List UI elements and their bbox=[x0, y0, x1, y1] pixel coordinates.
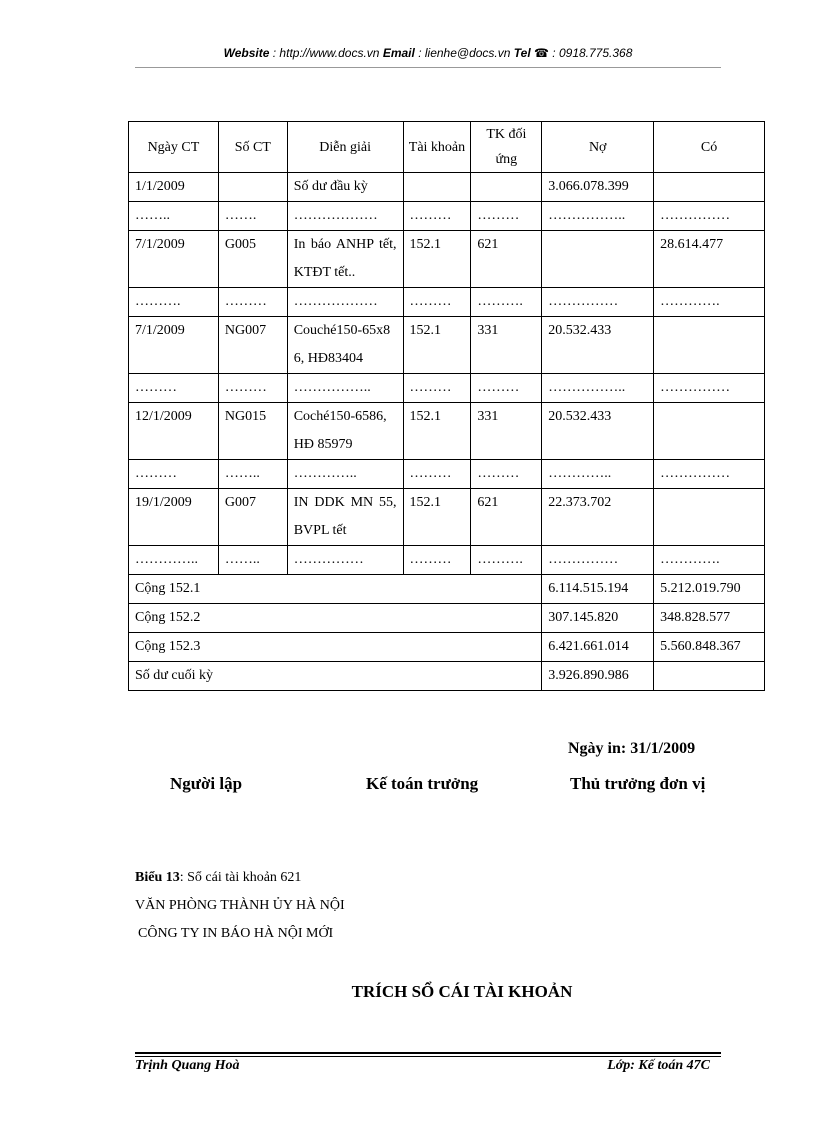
cell-contra: 621 bbox=[471, 489, 542, 546]
tel-value: : 0918.775.368 bbox=[552, 46, 633, 60]
cell-desc: ……………… bbox=[287, 202, 403, 231]
closing-balance-row bbox=[129, 662, 765, 691]
cell-doc: G007 bbox=[218, 489, 287, 546]
col-header-credit: Có bbox=[654, 122, 765, 173]
cell-credit bbox=[654, 173, 765, 202]
table-row bbox=[129, 202, 765, 231]
cell-date: ………….. bbox=[129, 546, 219, 575]
cell-contra: 331 bbox=[471, 403, 542, 460]
cell-doc: ……… bbox=[218, 374, 287, 403]
cell-desc: ………….. bbox=[287, 460, 403, 489]
cell-debit: …………….. bbox=[542, 202, 654, 231]
footer-divider-thick bbox=[135, 1052, 721, 1054]
cell-acct: ……… bbox=[403, 202, 471, 231]
signature-chief-accountant: Kế toán trưởng bbox=[366, 774, 479, 793]
table-row bbox=[129, 489, 765, 546]
cell-doc: NG015 bbox=[218, 403, 287, 460]
figure-caption bbox=[135, 870, 301, 886]
cell-credit: …………… bbox=[654, 460, 765, 489]
table-row bbox=[129, 173, 765, 202]
cell-contra: 621 bbox=[471, 231, 542, 288]
total-label: Số dư cuối kỳ bbox=[129, 662, 542, 691]
col-header-debit: Nợ bbox=[542, 122, 654, 173]
col-header-date: Ngày CT bbox=[129, 122, 219, 173]
page-header bbox=[135, 46, 721, 60]
cell-debit: 22.373.702 bbox=[542, 489, 654, 546]
footer-divider-thin bbox=[135, 1056, 721, 1057]
cell-acct: ……… bbox=[403, 288, 471, 317]
cell-credit: 28.614.477 bbox=[654, 231, 765, 288]
cell-contra: ………. bbox=[471, 546, 542, 575]
cell-acct: ……… bbox=[403, 546, 471, 575]
cell-debit: 20.532.433 bbox=[542, 317, 654, 374]
cell-doc: G005 bbox=[218, 231, 287, 288]
cell-date: 12/1/2009 bbox=[129, 403, 219, 460]
cell-doc bbox=[218, 173, 287, 202]
website-label: Website bbox=[223, 46, 270, 60]
cell-acct: ……… bbox=[403, 374, 471, 403]
col-header-doc: Số CT bbox=[218, 122, 287, 173]
cell-desc: Số dư đầu kỳ bbox=[287, 173, 403, 202]
cell-acct bbox=[403, 173, 471, 202]
table-header-row bbox=[129, 122, 765, 173]
cell-credit: …………… bbox=[654, 374, 765, 403]
total-debit: 6.114.515.194 bbox=[542, 575, 654, 604]
cell-desc: IN DDK MN 55, BVPL tết bbox=[287, 489, 403, 546]
table-row bbox=[129, 460, 765, 489]
cell-doc: ……. bbox=[218, 202, 287, 231]
cell-desc: ……………… bbox=[287, 288, 403, 317]
col-header-acct: Tài khoản bbox=[403, 122, 471, 173]
cell-date: …….. bbox=[129, 202, 219, 231]
cell-date: ……… bbox=[129, 374, 219, 403]
footer-class: Lớp: Kế toán 47C bbox=[607, 1058, 710, 1073]
cell-doc: …….. bbox=[218, 460, 287, 489]
tel-label: Tel ☎ bbox=[513, 46, 549, 60]
total-debit: 307.145.820 bbox=[542, 604, 654, 633]
table-row bbox=[129, 403, 765, 460]
table-row bbox=[129, 374, 765, 403]
total-credit: 348.828.577 bbox=[654, 604, 765, 633]
cell-acct: 152.1 bbox=[403, 403, 471, 460]
cell-contra: 331 bbox=[471, 317, 542, 374]
cell-date: 1/1/2009 bbox=[129, 173, 219, 202]
cell-date: 7/1/2009 bbox=[129, 317, 219, 374]
cell-credit bbox=[654, 317, 765, 374]
footer-author: Trịnh Quang Hoà bbox=[135, 1058, 240, 1073]
cell-debit: …………… bbox=[542, 546, 654, 575]
cell-desc: In báo ANHP tết, KTĐT tết.. bbox=[287, 231, 403, 288]
cell-date: 7/1/2009 bbox=[129, 231, 219, 288]
print-date: Ngày in: 31/1/2009 bbox=[568, 740, 696, 757]
caption-text: : Sổ cái tài khoản 621 bbox=[179, 870, 302, 885]
cell-credit: …………. bbox=[654, 546, 765, 575]
cell-doc: …….. bbox=[218, 546, 287, 575]
cell-credit bbox=[654, 489, 765, 546]
org-line-2: CÔNG TY IN BÁO HÀ NỘI MỚI bbox=[138, 926, 334, 941]
total-row bbox=[129, 604, 765, 633]
cell-contra: ………. bbox=[471, 288, 542, 317]
col-header-contra: TK đối ứng bbox=[471, 122, 542, 173]
email-value: : lienhe@docs.vn bbox=[418, 46, 511, 60]
cell-contra: ……… bbox=[471, 460, 542, 489]
cell-doc: NG007 bbox=[218, 317, 287, 374]
cell-doc: ……… bbox=[218, 288, 287, 317]
total-credit: 5.560.848.367 bbox=[654, 633, 765, 662]
total-row bbox=[129, 575, 765, 604]
cell-credit: …………. bbox=[654, 288, 765, 317]
signature-preparer: Người lập bbox=[170, 774, 243, 793]
total-label: Cộng 152.1 bbox=[129, 575, 542, 604]
total-credit: 5.212.019.790 bbox=[654, 575, 765, 604]
section-title: TRÍCH SỔ CÁI TÀI KHOẢN bbox=[351, 982, 573, 1001]
website-value: : http://www.docs.vn bbox=[272, 46, 380, 60]
table-row bbox=[129, 288, 765, 317]
total-debit: 3.926.890.986 bbox=[542, 662, 654, 691]
cell-acct: 152.1 bbox=[403, 231, 471, 288]
cell-credit: …………… bbox=[654, 202, 765, 231]
cell-acct: 152.1 bbox=[403, 317, 471, 374]
table-row bbox=[129, 546, 765, 575]
signature-head: Thủ trưởng đơn vị bbox=[570, 774, 706, 793]
cell-contra: ……… bbox=[471, 202, 542, 231]
cell-contra bbox=[471, 173, 542, 202]
col-header-desc: Diễn giải bbox=[287, 122, 403, 173]
cell-date: ………. bbox=[129, 288, 219, 317]
cell-desc: Couché150-65x86, HĐ83404 bbox=[287, 317, 403, 374]
total-label: Cộng 152.2 bbox=[129, 604, 542, 633]
cell-acct: 152.1 bbox=[403, 489, 471, 546]
org-line-1: VĂN PHÒNG THÀNH ỦY HÀ NỘI bbox=[135, 898, 345, 913]
cell-debit: 3.066.078.399 bbox=[542, 173, 654, 202]
table-row bbox=[129, 231, 765, 288]
table-row bbox=[129, 317, 765, 374]
cell-debit: …………….. bbox=[542, 374, 654, 403]
total-credit bbox=[654, 662, 765, 691]
cell-desc: …………….. bbox=[287, 374, 403, 403]
cell-desc: …………… bbox=[287, 546, 403, 575]
cell-debit: 20.532.433 bbox=[542, 403, 654, 460]
cell-credit bbox=[654, 403, 765, 460]
cell-debit bbox=[542, 231, 654, 288]
total-row bbox=[129, 633, 765, 662]
total-debit: 6.421.661.014 bbox=[542, 633, 654, 662]
cell-debit: ………….. bbox=[542, 460, 654, 489]
total-label: Cộng 152.3 bbox=[129, 633, 542, 662]
cell-desc: Coché150-6586, HĐ 85979 bbox=[287, 403, 403, 460]
header-divider bbox=[135, 67, 721, 68]
cell-contra: ……… bbox=[471, 374, 542, 403]
ledger-table bbox=[128, 121, 765, 691]
cell-acct: ……… bbox=[403, 460, 471, 489]
email-label: Email bbox=[382, 46, 415, 60]
caption-label: Biểu 13 bbox=[135, 870, 180, 885]
cell-date: ……… bbox=[129, 460, 219, 489]
cell-date: 19/1/2009 bbox=[129, 489, 219, 546]
cell-debit: …………… bbox=[542, 288, 654, 317]
